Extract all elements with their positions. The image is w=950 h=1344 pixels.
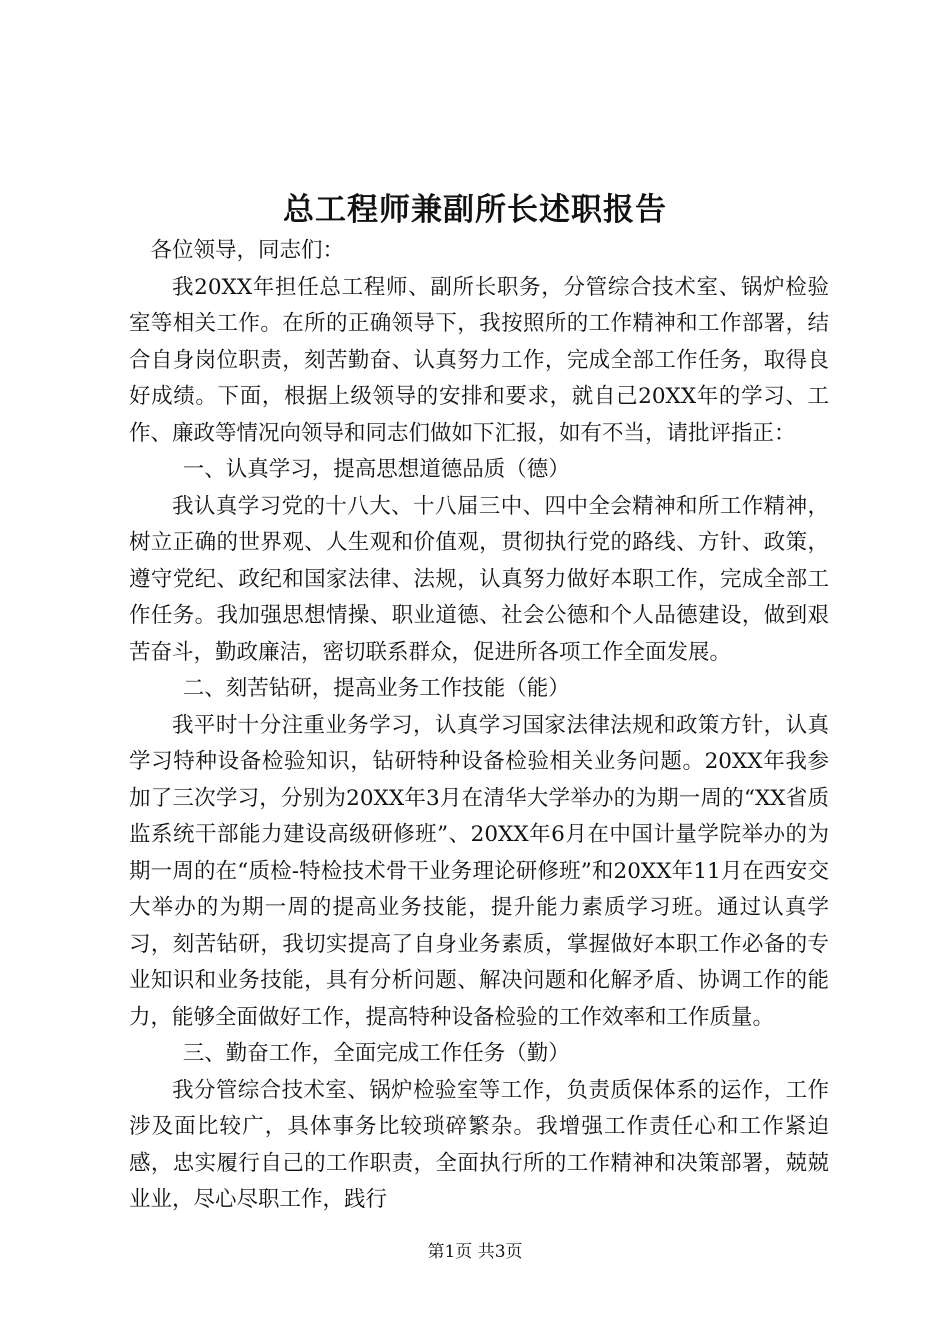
- salutation: 各位领导，同志们：: [150, 238, 345, 263]
- section-heading-1: 一、认真学习，提高思想道德品质（德）: [182, 457, 570, 482]
- section-paragraph-2: 我平时十分注重业务学习，认真学习国家法律法规和政策方针，认真学习特种设备检验知识，钻研特种设备检验相关业务问题。20XX年我参加了三次学习，分别为20XX年3月在清华大学举办的为期一周的“XX省质监系统干部能力建设高级研修班”、20XX年6月在中国计量学院举办的为期一周的在“质检-特检技术骨干业务理论研修班”和20XX年11月在西安交大举办的为期一周的提高业务技能，提升能力素质学习班。通过认真学习，刻苦钻研，我切实提高了自身业务素质，掌握做好本职工作必备的专业知识和业务技能，具有分析问题、解决问题和化解矛盾、协调工作的能力，能够全面做好工作，提高特种设备检验的工作效率和工作质量。: [129, 712, 829, 1030]
- section-paragraph-1: 我认真学习党的十八大、十八届三中、四中全会精神和所工作精神，树立正确的世界观、人生观和价值观，贯彻执行党的路线、方针、政策，遵守党纪、政纪和国家法律、法规，认真努力做好本职工作，完成全部工作任务。我加强思想情操、职业道德、社会公德和个人品德建设，做到艰苦奋斗，勤政廉洁，密切联系群众，促进所各项工作全面发展。: [129, 493, 829, 665]
- document-title: 总工程师兼副所长述职报告: [283, 192, 667, 228]
- document-body: [129, 233, 829, 1219]
- section-heading-2: 二、刻苦钻研，提高业务工作技能（能）: [182, 676, 570, 701]
- section-paragraph-3: 我分管综合技术室、锅炉检验室等工作，负责质保体系的运作，工作涉及面比较广，具体事务比较琐碎繁杂。我增强工作责任心和工作紧迫感，忠实履行自己的工作职责，全面执行所的工作精神和决策部署，兢兢业业，尽心尽职工作，践行: [129, 1077, 829, 1212]
- page-number-footer: 第1页 共3页: [427, 1242, 523, 1262]
- intro-paragraph: 我20XX年担任总工程师、副所长职务，分管综合技术室、锅炉检验室等相关工作。在所的正确领导下，我按照所的工作精神和工作部署，结合自身岗位职责，刻苦勤奋、认真努力工作，完成全部工作任务，取得良好成绩。下面，根据上级领导的安排和要求，就自己20XX年的学习、工作、廉政等情况向领导和同志们做如下汇报，如有不当，请批评指正：: [129, 274, 829, 446]
- section-heading-3: 三、勤奋工作，全面完成工作任务（勤）: [182, 1041, 570, 1066]
